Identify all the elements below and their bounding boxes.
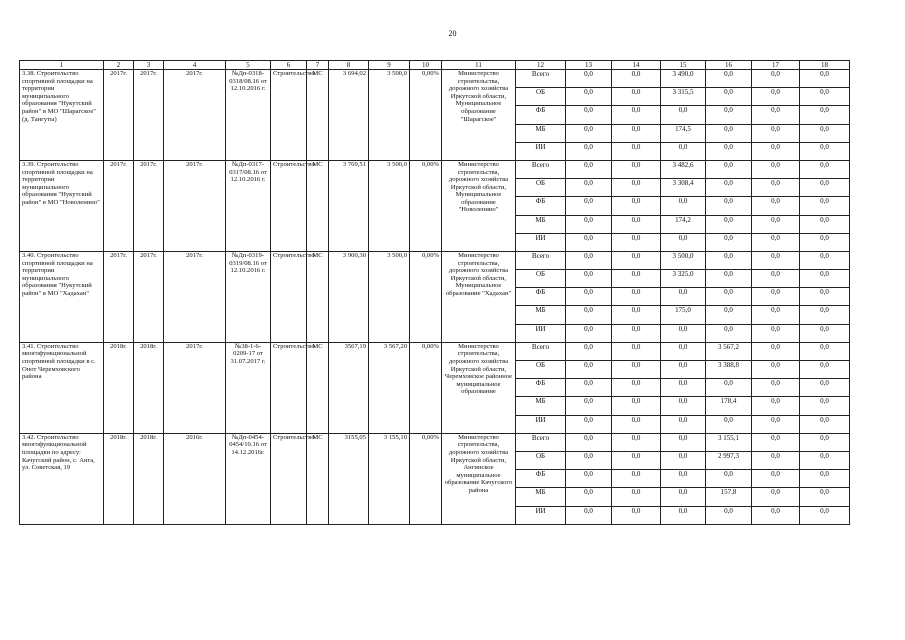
value-cell: 0,0: [800, 124, 850, 142]
amount-cell: 3 500,0: [369, 70, 410, 161]
code-cell: МС: [307, 251, 329, 342]
value-cell: 0,0: [566, 215, 612, 233]
value-cell: 0,0: [800, 288, 850, 306]
funding-source-cell: ИИ: [516, 324, 566, 342]
value-cell: 0,0: [566, 306, 612, 324]
column-header: 2: [104, 61, 134, 70]
value-cell: 0,0: [752, 415, 800, 433]
value-cell: 0,0: [706, 379, 752, 397]
funding-source-cell: ФБ: [516, 197, 566, 215]
funding-source-cell: Всего: [516, 342, 566, 360]
year-cell: 2016г.: [164, 433, 226, 524]
value-cell: 0,0: [661, 142, 706, 160]
column-header: 12: [516, 61, 566, 70]
value-cell: 0,0: [661, 361, 706, 379]
table-body: [20, 70, 850, 525]
value-cell: 0,0: [752, 160, 800, 178]
value-cell: 0,0: [612, 470, 661, 488]
value-cell: 3 482,6: [661, 160, 706, 178]
value-cell: 0,0: [661, 233, 706, 251]
column-header: 7: [307, 61, 329, 70]
contract-cell: №Дп-0319-0319/08.16 от 12.10.2016 г.: [226, 251, 271, 342]
value-cell: 3 500,0: [661, 251, 706, 269]
value-cell: 3 325,0: [661, 270, 706, 288]
funding-source-cell: ОБ: [516, 179, 566, 197]
value-cell: 157,8: [706, 488, 752, 506]
value-cell: 0,0: [752, 488, 800, 506]
code-cell: МС: [307, 70, 329, 161]
responsible-cell: Министерство строительства, дорожного хозяйства Иркутской области, Муниципальное образование "Хадахан": [442, 251, 516, 342]
value-cell: 0,0: [752, 306, 800, 324]
year-cell: 2017г.: [164, 251, 226, 342]
responsible-cell: Министерство строительства, дорожного хозяйства Иркутской области, Черемховское районное муниципальное образование: [442, 342, 516, 433]
column-header: 3: [134, 61, 164, 70]
value-cell: 0,0: [800, 397, 850, 415]
value-cell: 0,0: [752, 451, 800, 469]
value-cell: 0,0: [612, 270, 661, 288]
value-cell: 0,0: [752, 342, 800, 360]
value-cell: 0,0: [661, 506, 706, 524]
percent-cell: 0,00%: [410, 251, 442, 342]
code-cell: МС: [307, 433, 329, 524]
page-number: 20: [448, 29, 457, 38]
program-table: [19, 60, 850, 525]
value-cell: 0,0: [566, 415, 612, 433]
value-cell: 174,2: [661, 215, 706, 233]
year-cell: 2017г.: [134, 160, 164, 251]
amount-cell: 3 155,10: [369, 433, 410, 524]
value-cell: 0,0: [612, 142, 661, 160]
code-cell: МС: [307, 160, 329, 251]
value-cell: 0,0: [706, 106, 752, 124]
funding-source-cell: Всего: [516, 433, 566, 451]
amount-cell: 3 500,0: [369, 251, 410, 342]
amount-cell: 3 900,30: [329, 251, 369, 342]
value-cell: 0,0: [566, 251, 612, 269]
funding-source-cell: ОБ: [516, 361, 566, 379]
amount-cell: 3 769,51: [329, 160, 369, 251]
value-cell: 0,0: [566, 488, 612, 506]
responsible-cell: Министерство строительства, дорожного хозяйства Иркутской области, Муниципальное образование "Новоленино": [442, 160, 516, 251]
contract-cell: №38-1-6-0209-17 от 31.07.2017 г.: [226, 342, 271, 433]
value-cell: 0,0: [661, 488, 706, 506]
value-cell: 0,0: [752, 88, 800, 106]
value-cell: 0,0: [800, 415, 850, 433]
amount-cell: 3 567,20: [369, 342, 410, 433]
value-cell: 0,0: [661, 433, 706, 451]
value-cell: 0,0: [706, 160, 752, 178]
funding-source-cell: ФБ: [516, 288, 566, 306]
column-header: 9: [369, 61, 410, 70]
value-cell: 0,0: [661, 415, 706, 433]
column-header: 13: [566, 61, 612, 70]
funding-source-cell: ИИ: [516, 506, 566, 524]
responsible-cell: Министерство строительства, дорожного хозяйства Иркутской области, Ангинское муниципальное образование Качугского района: [442, 433, 516, 524]
value-cell: 0,0: [612, 251, 661, 269]
value-cell: 0,0: [800, 488, 850, 506]
funding-source-cell: МБ: [516, 397, 566, 415]
funding-source-cell: ФБ: [516, 379, 566, 397]
table-row: [20, 251, 850, 269]
year-cell: 2018г.: [104, 342, 134, 433]
funding-source-cell: МБ: [516, 124, 566, 142]
work-type-cell: Строительство: [271, 433, 307, 524]
funding-source-cell: ФБ: [516, 470, 566, 488]
year-cell: 2017г.: [104, 251, 134, 342]
value-cell: 0,0: [612, 361, 661, 379]
value-cell: 0,0: [612, 397, 661, 415]
column-header: 4: [164, 61, 226, 70]
value-cell: 0,0: [612, 342, 661, 360]
code-cell: МС: [307, 342, 329, 433]
amount-cell: 3567,19: [329, 342, 369, 433]
funding-source-cell: МБ: [516, 306, 566, 324]
funding-source-cell: ИИ: [516, 415, 566, 433]
value-cell: 0,0: [800, 451, 850, 469]
value-cell: 0,0: [752, 270, 800, 288]
value-cell: 0,0: [566, 106, 612, 124]
value-cell: 0,0: [752, 251, 800, 269]
value-cell: 0,0: [706, 197, 752, 215]
value-cell: 0,0: [752, 506, 800, 524]
column-header: 11: [442, 61, 516, 70]
value-cell: 0,0: [566, 179, 612, 197]
value-cell: 0,0: [800, 270, 850, 288]
value-cell: 0,0: [566, 70, 612, 88]
value-cell: 0,0: [706, 88, 752, 106]
value-cell: 0,0: [612, 306, 661, 324]
amount-cell: 3 694,02: [329, 70, 369, 161]
value-cell: 0,0: [800, 215, 850, 233]
value-cell: 0,0: [566, 270, 612, 288]
value-cell: 0,0: [800, 251, 850, 269]
table-row: [20, 160, 850, 178]
value-cell: 3 315,5: [661, 88, 706, 106]
value-cell: 0,0: [661, 451, 706, 469]
column-header: 14: [612, 61, 661, 70]
contract-cell: №Дп-0317-0317/08.16 от 12.10.2016 г.: [226, 160, 271, 251]
value-cell: 3 308,4: [661, 179, 706, 197]
value-cell: 0,0: [566, 142, 612, 160]
value-cell: 0,0: [752, 233, 800, 251]
value-cell: 0,0: [800, 233, 850, 251]
value-cell: 174,5: [661, 124, 706, 142]
value-cell: 0,0: [800, 470, 850, 488]
value-cell: 3 155,1: [706, 433, 752, 451]
funding-source-cell: ОБ: [516, 88, 566, 106]
work-type-cell: Строительство: [271, 251, 307, 342]
value-cell: 0,0: [612, 451, 661, 469]
contract-cell: №Дп-0318-0318/08.16 от 12.10.2016 г.: [226, 70, 271, 161]
value-cell: 0,0: [661, 470, 706, 488]
value-cell: 0,0: [566, 233, 612, 251]
value-cell: 0,0: [612, 433, 661, 451]
column-header: 18: [800, 61, 850, 70]
amount-cell: 3 500,0: [369, 160, 410, 251]
value-cell: 0,0: [661, 324, 706, 342]
value-cell: 0,0: [752, 179, 800, 197]
value-cell: 0,0: [566, 342, 612, 360]
column-header: 10: [410, 61, 442, 70]
value-cell: 0,0: [752, 324, 800, 342]
year-cell: 2018г.: [134, 342, 164, 433]
value-cell: 0,0: [612, 124, 661, 142]
value-cell: 0,0: [612, 160, 661, 178]
work-type-cell: Строительство: [271, 342, 307, 433]
value-cell: 0,0: [706, 70, 752, 88]
column-header: 17: [752, 61, 800, 70]
value-cell: 0,0: [566, 88, 612, 106]
funding-source-cell: МБ: [516, 215, 566, 233]
percent-cell: 0,00%: [410, 433, 442, 524]
year-cell: 2018г.: [104, 433, 134, 524]
value-cell: 0,0: [752, 288, 800, 306]
value-cell: 0,0: [706, 124, 752, 142]
value-cell: 0,0: [752, 433, 800, 451]
value-cell: 0,0: [661, 397, 706, 415]
value-cell: 0,0: [566, 124, 612, 142]
funding-source-cell: ОБ: [516, 270, 566, 288]
project-name-cell: 3.40. Строительство спортивной площадки на территории муниципального образования "Нукутский район" в МО "Хадахан": [20, 251, 104, 342]
table-row: [20, 433, 850, 451]
percent-cell: 0,00%: [410, 70, 442, 161]
value-cell: 0,0: [800, 70, 850, 88]
year-cell: 2017г.: [104, 70, 134, 161]
value-cell: 0,0: [566, 379, 612, 397]
column-header: 8: [329, 61, 369, 70]
funding-source-cell: ИИ: [516, 142, 566, 160]
funding-source-cell: Всего: [516, 160, 566, 178]
value-cell: 0,0: [661, 342, 706, 360]
value-cell: 0,0: [612, 324, 661, 342]
funding-source-cell: ИИ: [516, 233, 566, 251]
value-cell: 0,0: [752, 142, 800, 160]
value-cell: 0,0: [661, 197, 706, 215]
value-cell: 0,0: [706, 288, 752, 306]
funding-source-cell: ОБ: [516, 451, 566, 469]
percent-cell: 0,00%: [410, 160, 442, 251]
table-row: [20, 342, 850, 360]
value-cell: 0,0: [800, 324, 850, 342]
value-cell: 0,0: [612, 88, 661, 106]
value-cell: 0,0: [800, 342, 850, 360]
value-cell: 0,0: [612, 233, 661, 251]
value-cell: 0,0: [566, 361, 612, 379]
year-cell: 2018г.: [134, 433, 164, 524]
value-cell: 0,0: [752, 197, 800, 215]
value-cell: 0,0: [800, 160, 850, 178]
responsible-cell: Министерство строительства, дорожного хозяйства Иркутской области, Муниципальное образование "Шарагское": [442, 70, 516, 161]
funding-source-cell: Всего: [516, 251, 566, 269]
column-header: 5: [226, 61, 271, 70]
value-cell: 0,0: [800, 433, 850, 451]
column-header: 16: [706, 61, 752, 70]
value-cell: 0,0: [800, 306, 850, 324]
value-cell: 0,0: [752, 106, 800, 124]
project-name-cell: 3.38. Строительство спортивной площадки на территории муниципального образования "Нукутский район" в МО "Шарагское" (д. Тангуты): [20, 70, 104, 161]
value-cell: 0,0: [752, 215, 800, 233]
value-cell: 0,0: [566, 506, 612, 524]
value-cell: 0,0: [752, 470, 800, 488]
value-cell: 0,0: [612, 197, 661, 215]
value-cell: 0,0: [706, 215, 752, 233]
table-row: [20, 70, 850, 88]
value-cell: 0,0: [752, 397, 800, 415]
funding-source-cell: ФБ: [516, 106, 566, 124]
funding-source-cell: МБ: [516, 488, 566, 506]
column-number-row: [20, 61, 850, 70]
value-cell: 0,0: [752, 379, 800, 397]
value-cell: 0,0: [706, 142, 752, 160]
value-cell: 0,0: [800, 379, 850, 397]
value-cell: 0,0: [661, 288, 706, 306]
value-cell: 0,0: [566, 451, 612, 469]
percent-cell: 0,00%: [410, 342, 442, 433]
value-cell: 0,0: [800, 179, 850, 197]
value-cell: 0,0: [752, 124, 800, 142]
value-cell: 0,0: [566, 397, 612, 415]
value-cell: 0,0: [706, 179, 752, 197]
year-cell: 2017г.: [164, 342, 226, 433]
value-cell: 0,0: [612, 288, 661, 306]
value-cell: 3 567,2: [706, 342, 752, 360]
value-cell: 0,0: [566, 160, 612, 178]
value-cell: 0,0: [800, 88, 850, 106]
amount-cell: 3155,05: [329, 433, 369, 524]
value-cell: 0,0: [706, 506, 752, 524]
value-cell: 0,0: [612, 415, 661, 433]
value-cell: 0,0: [566, 197, 612, 215]
value-cell: 0,0: [706, 470, 752, 488]
value-cell: 178,4: [706, 397, 752, 415]
column-header: 15: [661, 61, 706, 70]
contract-cell: №Дп-0454-0454/10.16 от 14.12.2016г.: [226, 433, 271, 524]
value-cell: 0,0: [706, 324, 752, 342]
value-cell: 0,0: [752, 361, 800, 379]
value-cell: 0,0: [612, 379, 661, 397]
value-cell: 0,0: [661, 379, 706, 397]
value-cell: 0,0: [566, 288, 612, 306]
project-name-cell: 3.39. Строительство спортивной площадки на территории муниципального образования "Нукутский район" в МО "Новоленино": [20, 160, 104, 251]
value-cell: 0,0: [800, 506, 850, 524]
value-cell: 0,0: [612, 215, 661, 233]
value-cell: 3 490,0: [661, 70, 706, 88]
value-cell: 0,0: [612, 179, 661, 197]
value-cell: 0,0: [800, 361, 850, 379]
year-cell: 2017г.: [134, 70, 164, 161]
year-cell: 2017г.: [104, 160, 134, 251]
value-cell: 0,0: [706, 251, 752, 269]
value-cell: 0,0: [706, 306, 752, 324]
column-header: 6: [271, 61, 307, 70]
value-cell: 0,0: [566, 470, 612, 488]
project-name-cell: 3.41. Строительство многофункциональной спортивной площадки в с. Онот Черемховского района: [20, 342, 104, 433]
value-cell: 0,0: [612, 70, 661, 88]
value-cell: 0,0: [800, 142, 850, 160]
value-cell: 0,0: [566, 324, 612, 342]
value-cell: 0,0: [612, 488, 661, 506]
value-cell: 0,0: [800, 106, 850, 124]
funding-source-cell: Всего: [516, 70, 566, 88]
year-cell: 2017г.: [164, 70, 226, 161]
value-cell: 0,0: [612, 106, 661, 124]
value-cell: 0,0: [566, 433, 612, 451]
project-name-cell: 3.42. Строительство многофункциональной площадки по адресу: Качугский район, с. Анга, ул. Советская, 19: [20, 433, 104, 524]
value-cell: 175,0: [661, 306, 706, 324]
column-header: 1: [20, 61, 104, 70]
value-cell: 0,0: [706, 270, 752, 288]
value-cell: 0,0: [752, 70, 800, 88]
value-cell: 2 997,3: [706, 451, 752, 469]
year-cell: 2017г.: [134, 251, 164, 342]
work-type-cell: Строительство: [271, 70, 307, 161]
value-cell: 0,0: [706, 415, 752, 433]
value-cell: 0,0: [661, 106, 706, 124]
value-cell: 0,0: [612, 506, 661, 524]
value-cell: 0,0: [706, 233, 752, 251]
value-cell: 3 388,8: [706, 361, 752, 379]
year-cell: 2017г.: [164, 160, 226, 251]
value-cell: 0,0: [800, 197, 850, 215]
work-type-cell: Строительство: [271, 160, 307, 251]
